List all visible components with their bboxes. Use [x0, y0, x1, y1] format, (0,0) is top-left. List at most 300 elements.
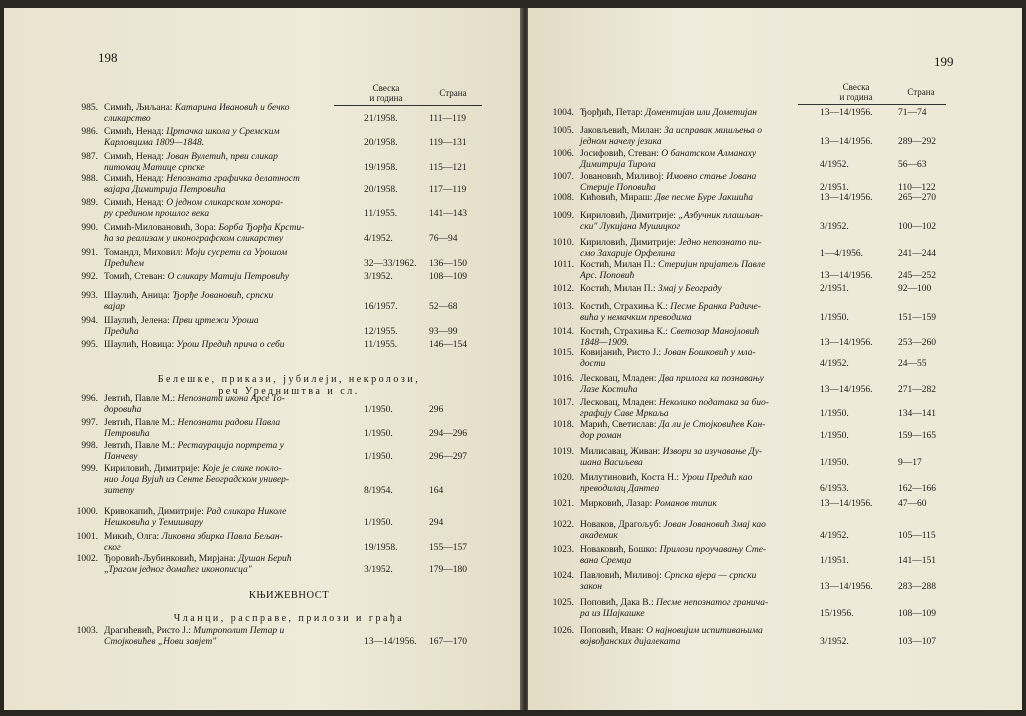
- entry-line: [104, 518, 374, 529]
- entry-line: [104, 340, 374, 351]
- entry-title: Непозната графичка делатност: [166, 174, 300, 184]
- entry-title-continued: Карловцима 1809—1848.: [104, 138, 205, 148]
- entry-author: Костић, Страхиња К.:: [580, 327, 668, 337]
- entry-title-continued: вајар: [104, 302, 125, 312]
- entry-text: [104, 198, 374, 220]
- bibliography-entry: [550, 473, 990, 495]
- entry-line: [580, 420, 840, 431]
- entry-line: [104, 138, 374, 149]
- entry-text: [104, 223, 374, 245]
- entry-author: Шаулић, Јелена:: [104, 316, 170, 326]
- entry-volume-year: 1/1950.: [820, 313, 849, 323]
- entry-author: Микић, Олга:: [104, 532, 160, 542]
- entry-title: Доментијан или Дометијан: [645, 108, 757, 118]
- bibliography-entry: [74, 340, 486, 351]
- entry-volume-year: 11/1955.: [364, 340, 398, 350]
- entry-author: Симић-Милованoвић, Зора:: [104, 223, 217, 233]
- entry-author: Милутиновић, Коста Н.:: [580, 473, 679, 483]
- entry-text: [580, 598, 840, 620]
- entry-pages: 47—60: [898, 499, 927, 509]
- entry-line: [580, 108, 840, 119]
- entry-text: [580, 327, 840, 349]
- entry-line: [580, 284, 840, 295]
- entry-title-continued: питомац Матице српске: [104, 163, 205, 173]
- entry-author: Јовановић, Миливој:: [580, 172, 664, 182]
- entry-title: Урош Предић прича о себи: [176, 340, 285, 350]
- entry-line: [104, 234, 374, 245]
- section-heading-literature: КЊИЖЕВНОСТ: [248, 590, 330, 601]
- entry-title: Моји сусрети са Урошом: [185, 248, 288, 258]
- entry-volume-year: 1/1950.: [364, 405, 393, 415]
- entry-line: [580, 160, 840, 171]
- entry-number: 991.: [81, 248, 98, 258]
- entry-pages: 289—292: [898, 137, 936, 147]
- entry-number: 987.: [81, 152, 98, 162]
- entry-title: Цртачка школа у Сремским: [166, 127, 280, 137]
- entry-line: [104, 543, 374, 554]
- entry-line: [580, 626, 840, 637]
- entry-pages: 296: [429, 405, 444, 415]
- entry-number: 995.: [81, 340, 98, 350]
- entry-text: [104, 340, 374, 351]
- entry-line: [580, 598, 840, 609]
- entry-author: Томандл, Миховил:: [104, 248, 183, 258]
- entry-text: [580, 238, 840, 260]
- column-header-volume-line2: и година: [839, 92, 873, 102]
- entry-line: [104, 259, 374, 270]
- entry-line: [104, 441, 374, 452]
- bibliography-entry: [74, 507, 486, 529]
- entry-line: [580, 571, 840, 582]
- entry-title: Први цртежи Уроша: [172, 316, 259, 326]
- entry-pages: 271—282: [898, 385, 936, 395]
- entry-number: 1015.: [552, 348, 574, 358]
- column-header-volume: [826, 82, 886, 102]
- entry-author: Јевтић, Павле М.:: [104, 394, 176, 404]
- bibliography-entry: [550, 126, 990, 148]
- entry-title: Једно непознато пи-: [678, 238, 762, 248]
- entry-text: [104, 532, 374, 554]
- entry-text: [104, 127, 374, 149]
- entry-number: 1003.: [76, 626, 98, 636]
- entry-title: Две песме Буре Јакшића: [654, 193, 754, 203]
- entry-number: 1025.: [552, 598, 574, 608]
- bibliography-entry: [74, 103, 486, 125]
- bibliography-entry: [74, 291, 486, 313]
- entry-title-continued: Стерије Поповића: [580, 183, 656, 193]
- entry-number: 989.: [81, 198, 98, 208]
- entry-volume-year: 3/1952.: [364, 272, 393, 282]
- bibliography-entry: [550, 238, 990, 260]
- entry-volume-year: 2/1951.: [820, 284, 849, 294]
- entry-title-continued: дор роман: [580, 431, 622, 441]
- entry-line: [104, 565, 374, 576]
- entry-title-continued: Димитрија Тирола: [580, 160, 656, 170]
- entry-pages: 141—143: [429, 209, 467, 219]
- entry-line: [104, 626, 374, 637]
- entry-title-continued: графију Саве Мркаља: [580, 409, 669, 419]
- entry-pages: 108—109: [429, 272, 467, 282]
- entry-author: Павловић, Миливој:: [580, 571, 662, 581]
- entry-number: 997.: [81, 418, 98, 428]
- entry-title-continued: „Трагом једног домаћег иконописца": [104, 565, 252, 575]
- entry-line: [104, 418, 374, 429]
- entry-number: 1016.: [552, 374, 574, 384]
- entry-title-continued: шана Васиљева: [580, 458, 643, 468]
- entry-line: [104, 291, 374, 302]
- entry-pages: 164: [429, 486, 444, 496]
- entry-text: [104, 554, 374, 576]
- entry-line: [580, 385, 840, 396]
- entry-volume-year: 13—14/1956.: [820, 137, 873, 147]
- entry-pages: 294—296: [429, 429, 467, 439]
- bibliography-entry: [74, 626, 486, 648]
- entry-pages: 155—157: [429, 543, 467, 553]
- entry-line: [104, 637, 374, 648]
- entry-title: За исправак мишљења о: [664, 126, 763, 136]
- entry-line: [104, 223, 374, 234]
- entry-volume-year: 19/1958.: [364, 163, 398, 173]
- entry-title-continued: закон: [580, 582, 603, 592]
- entry-number: 985.: [81, 103, 98, 113]
- entry-text: [580, 520, 840, 542]
- entry-author: Симић, Љиљана:: [104, 103, 173, 113]
- entry-volume-year: 11/1955.: [364, 209, 398, 219]
- entry-line: [104, 486, 374, 497]
- entry-author: Јевтић, Павле М.:: [104, 441, 176, 451]
- bibliography-entry: [74, 554, 486, 576]
- entry-title: Прилози проучавању Сте-: [659, 545, 767, 555]
- entry-line: [104, 316, 374, 327]
- entry-volume-year: 20/1958.: [364, 138, 398, 148]
- entry-title: Урош Предић као: [681, 473, 753, 483]
- entry-author: Кићовић, Мираш:: [580, 193, 653, 203]
- entry-author: Кривокапић, Димитрије:: [104, 507, 204, 517]
- bibliography-entry: [550, 348, 990, 370]
- bibliography-entry: [550, 626, 990, 648]
- entry-pages: 151—159: [898, 313, 936, 323]
- bibliography-entry: [550, 520, 990, 542]
- entry-number: 993.: [81, 291, 98, 301]
- entry-number: 1020.: [552, 473, 574, 483]
- entry-line: [580, 137, 840, 148]
- entry-text: [580, 499, 840, 510]
- entry-pages: 265—270: [898, 193, 936, 203]
- bibliography-entry: [550, 420, 990, 442]
- entry-line: [580, 249, 840, 260]
- entry-volume-year: 4/1952.: [364, 234, 393, 244]
- entry-line: [580, 531, 840, 542]
- entry-volume-year: 1/1950.: [820, 431, 849, 441]
- entry-title: Ликовна збирка Павла Бељан-: [161, 532, 283, 542]
- entry-line: [104, 272, 374, 283]
- entry-line: [580, 271, 840, 282]
- entry-line: [580, 520, 840, 531]
- entry-pages: 52—68: [429, 302, 458, 312]
- entry-title-continued: Лазе Костића: [580, 385, 638, 395]
- entry-line: [580, 431, 840, 442]
- entry-number: 998.: [81, 441, 98, 451]
- entry-line: [580, 582, 840, 593]
- entry-text: [104, 507, 374, 529]
- entry-text: [580, 284, 840, 295]
- entry-author: Шаулић, Аница:: [104, 291, 170, 301]
- entry-title-continued: ски" Лукијана Мушицког: [580, 222, 681, 232]
- entry-line: [104, 554, 374, 565]
- entry-line: [580, 556, 840, 567]
- section-heading-notes-line1: Белешке, прикази, јубилеји, некролози,: [157, 374, 421, 385]
- entry-number: 1006.: [552, 149, 574, 159]
- entry-title: Да ли је Стојковићев Кан-: [658, 420, 766, 430]
- entry-number: 992.: [81, 272, 98, 282]
- entry-title-continued: нио Јоца Вујић из Сенте Београдском универ-: [104, 475, 290, 485]
- entry-volume-year: 13—14/1956.: [364, 637, 417, 647]
- entry-number: 1001.: [76, 532, 98, 542]
- entry-title: О једном сликарском хонора-: [166, 198, 284, 208]
- bibliography-entry: [550, 398, 990, 420]
- entry-pages: 92—100: [898, 284, 932, 294]
- entry-line: [104, 302, 374, 313]
- entry-volume-year: 12/1955.: [364, 327, 398, 337]
- entry-text: [104, 418, 374, 440]
- entry-author: Мирковић, Лазар:: [580, 499, 653, 509]
- bibliography-entry: [550, 108, 990, 119]
- bibliography-entry: [550, 447, 990, 469]
- entry-text: [104, 626, 374, 648]
- entry-title: Неколико података за био-: [658, 398, 769, 408]
- entry-author: Симић, Ненад:: [104, 174, 164, 184]
- entry-text: [104, 316, 374, 338]
- entry-line: [104, 163, 374, 174]
- entry-author: Кириловић, Димитрије:: [580, 211, 677, 221]
- entry-author: Новаков, Драгољуб:: [580, 520, 662, 530]
- entry-title-continued: ра из Шајкашке: [580, 609, 645, 619]
- page-number: 199: [934, 54, 954, 69]
- entry-author: Марић, Светислав:: [580, 420, 657, 430]
- bibliography-entry: [550, 172, 990, 194]
- entry-title: Јован Бошковић у мла-: [663, 348, 756, 358]
- entry-volume-year: 8/1954.: [364, 486, 393, 496]
- entry-number: 1018.: [552, 420, 574, 430]
- entry-line: [580, 458, 840, 469]
- entry-title: Јован Јовановић Змај као: [663, 520, 766, 530]
- header-rule: [798, 104, 946, 105]
- entry-line: [104, 532, 374, 543]
- entry-line: [580, 126, 840, 137]
- right-page: [528, 8, 1022, 710]
- entry-text: [580, 108, 840, 119]
- entry-volume-year: 1/1951.: [820, 556, 849, 566]
- entry-line: [580, 398, 840, 409]
- entry-volume-year: 13—14/1956.: [820, 108, 873, 118]
- entry-line: [580, 484, 840, 495]
- entry-author: Поповић, Дака В.:: [580, 598, 654, 608]
- entry-title: Ђорђе Јовановић, српски: [172, 291, 274, 301]
- entry-pages: 103—107: [898, 637, 936, 647]
- entry-pages: 100—102: [898, 222, 936, 232]
- entry-number: 1008.: [552, 193, 574, 203]
- entry-title: Борба Ђорђа Крсти-: [218, 223, 305, 233]
- entry-volume-year: 15/1956.: [820, 609, 854, 619]
- entry-line: [580, 348, 840, 359]
- entry-author: Јосифовић, Стеван:: [580, 149, 659, 159]
- entry-pages: 136—150: [429, 259, 467, 269]
- entry-volume-year: 21/1958.: [364, 114, 398, 124]
- entry-number: 990.: [81, 223, 98, 233]
- entry-author: Јевтић, Павле М.:: [104, 418, 176, 428]
- entry-line: [104, 152, 374, 163]
- entry-volume-year: 13—14/1956.: [820, 499, 873, 509]
- entry-text: [580, 193, 840, 204]
- entry-text: [104, 174, 374, 196]
- bibliography-entry: [74, 248, 486, 270]
- entry-pages: 241—244: [898, 249, 936, 259]
- entry-line: [104, 114, 374, 125]
- entry-line: [580, 374, 840, 385]
- entry-volume-year: 13—14/1956.: [820, 338, 873, 348]
- bibliography-entry: [74, 127, 486, 149]
- entry-number: 1017.: [552, 398, 574, 408]
- entry-title: Митрополит Петар и: [193, 626, 285, 636]
- bibliography-entry: [74, 174, 486, 196]
- entry-line: [580, 172, 840, 183]
- entry-line: [580, 499, 840, 510]
- entry-author: Лесковац, Младен:: [580, 398, 657, 408]
- entry-author: Томић, Стеван:: [104, 272, 166, 282]
- entry-pages: 115—121: [429, 163, 467, 173]
- entry-title: Катарина Ивановић и бечко: [174, 103, 290, 113]
- entry-title: Непознати радови Павла: [177, 418, 281, 428]
- entry-pages: 24—55: [898, 359, 927, 369]
- entry-author: Лесковац, Младен:: [580, 374, 657, 384]
- entry-volume-year: 1/1950.: [364, 518, 393, 528]
- entry-title-continued: једном начелу језика: [580, 137, 662, 147]
- entry-text: [104, 441, 374, 463]
- bibliography-entry: [550, 211, 990, 233]
- bibliography-entry: [550, 193, 990, 204]
- entry-pages: 179—180: [429, 565, 467, 575]
- entry-text: [580, 447, 840, 469]
- entry-author: Костић, Милан П.:: [580, 284, 656, 294]
- column-header-page: Страна: [907, 87, 935, 97]
- entry-volume-year: 1/1950.: [364, 452, 393, 462]
- entry-author: Новаковић, Бошко:: [580, 545, 658, 555]
- entry-title: Српска вјера — српски: [664, 571, 757, 581]
- entry-pages: 253—260: [898, 338, 936, 348]
- section-heading-articles: Чланци, расправе, прилози и грађа: [173, 613, 405, 624]
- entry-pages: 56—63: [898, 160, 927, 170]
- entry-line: [580, 637, 840, 648]
- entry-number: 1019.: [552, 447, 574, 457]
- entry-text: [580, 374, 840, 396]
- entry-text: [580, 149, 840, 171]
- entry-author: Симић, Ненад:: [104, 152, 164, 162]
- entry-pages: 134—141: [898, 409, 936, 419]
- bibliography-entry: [74, 272, 486, 283]
- entry-volume-year: 16/1957.: [364, 302, 398, 312]
- entry-number: 999.: [81, 464, 98, 474]
- entry-line: [104, 185, 374, 196]
- entry-line: [104, 464, 374, 475]
- entry-number: 1007.: [552, 172, 574, 182]
- entry-number: 1004.: [552, 108, 574, 118]
- entry-title-continued: Панчеву: [104, 452, 138, 462]
- entry-number: 1021.: [552, 499, 574, 509]
- entry-title: О банатском Алманаху: [661, 149, 757, 159]
- entry-title-continued: академик: [580, 531, 618, 541]
- entry-pages: 108—109: [898, 609, 936, 619]
- entry-text: [580, 126, 840, 148]
- entry-text: [580, 571, 840, 593]
- entry-author: Костић, Милан П.:: [580, 260, 656, 270]
- entry-number: 1005.: [552, 126, 574, 136]
- entry-line: [580, 313, 840, 324]
- entry-number: 1026.: [552, 626, 574, 636]
- entry-number: 1000.: [76, 507, 98, 517]
- entry-author: Шаулић, Новица:: [104, 340, 175, 350]
- entry-line: [104, 507, 374, 518]
- entry-pages: 162—166: [898, 484, 936, 494]
- entry-text: [104, 152, 374, 174]
- entry-author: Јаковљевић, Милан:: [580, 126, 662, 136]
- column-header-volume: [356, 83, 416, 103]
- entry-text: [104, 291, 374, 313]
- entry-text: [580, 473, 840, 495]
- entry-author: Драгићевић, Ристо Ј.:: [104, 626, 191, 636]
- entry-number: 994.: [81, 316, 98, 326]
- entry-line: [104, 198, 374, 209]
- entry-volume-year: 32—33/1962.: [364, 259, 417, 269]
- column-header-volume-line1: Свеска: [842, 82, 870, 92]
- entry-pages: 141—151: [898, 556, 936, 566]
- entry-line: [580, 545, 840, 556]
- entry-line: [104, 327, 374, 338]
- entry-line: [580, 149, 840, 160]
- column-header-page: Страна: [439, 88, 467, 98]
- entry-volume-year: 1/1950.: [820, 409, 849, 419]
- bibliography-entry: [550, 327, 990, 349]
- entry-author: Кириловић, Димитрије:: [580, 238, 677, 248]
- entry-pages: 146—154: [429, 340, 467, 350]
- entry-pages: 245—252: [898, 271, 936, 281]
- entry-title-continued: доровића: [104, 405, 142, 415]
- entry-title: Стеријин пријатељ Павле: [658, 260, 766, 270]
- entry-line: [104, 248, 374, 259]
- entry-pages: 294: [429, 518, 444, 528]
- entry-text: [580, 545, 840, 567]
- entry-text: [104, 103, 374, 125]
- entry-author: Кириловић, Димитрије:: [104, 464, 201, 474]
- entry-line: [104, 209, 374, 220]
- entry-title: Које је слике покло-: [202, 464, 282, 474]
- entry-title-continued: Нешковића у Темишвару: [104, 518, 203, 528]
- entry-pages: 93—99: [429, 327, 458, 337]
- entry-title-continued: зитету: [104, 486, 135, 496]
- entry-title-continued: преводилац Дантеа: [580, 484, 660, 494]
- entry-title: О најновијим испитивањима: [646, 626, 763, 636]
- entry-volume-year: 2/1951.: [820, 183, 849, 193]
- entry-title-continued: дости: [580, 359, 606, 369]
- entry-title: Јован Вулетић, први сликар: [166, 152, 278, 162]
- entry-volume-year: 4/1952.: [820, 531, 849, 541]
- entry-pages: 159—165: [898, 431, 936, 441]
- entry-title: Имовно стање Јована: [666, 172, 757, 182]
- entry-volume-year: 3/1952.: [364, 565, 393, 575]
- entry-line: [104, 405, 374, 416]
- entry-text: [104, 248, 374, 270]
- entry-line: [580, 473, 840, 484]
- bibliography-entry: [550, 545, 990, 567]
